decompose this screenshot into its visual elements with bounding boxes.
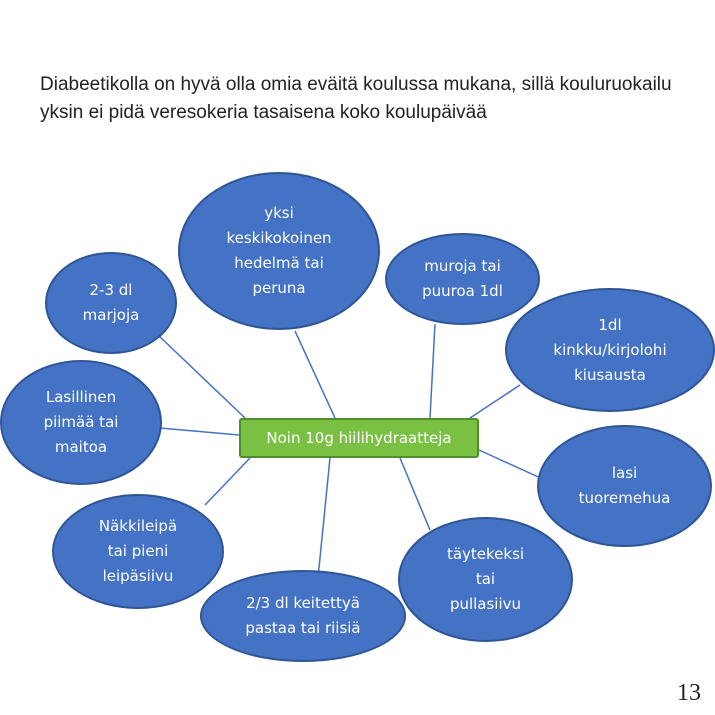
page-number: 13 <box>677 680 701 706</box>
connector-biscuit <box>400 458 430 530</box>
connector-casserole <box>470 385 520 418</box>
connector-fruit <box>295 331 335 418</box>
bubble-pasta-rice: 2/3 dl keitettyä pastaa tai riisiä <box>200 570 406 662</box>
bubble-crispbread: Näkkileipä tai pieni leipäsiivu <box>52 494 224 609</box>
bubble-fruit-potato: yksi keskikokoinen hedelmä tai peruna <box>178 172 380 330</box>
connector-berries <box>158 335 245 418</box>
connector-juice <box>479 450 545 480</box>
bubble-buttermilk-milk: Lasillinen piimää tai maitoa <box>0 360 162 485</box>
bubble-berries: 2-3 dl marjoja <box>45 252 177 354</box>
bubble-casserole: 1dl kinkku/kirjolohi kiusausta <box>505 288 715 412</box>
bubble-biscuit-bun: täytekeksi tai pullasiivu <box>398 517 573 642</box>
bubble-juice: lasi tuoremehua <box>537 425 712 547</box>
connector-milk <box>160 428 239 435</box>
connector-cereal <box>430 324 435 418</box>
connector-pasta <box>318 458 330 578</box>
bubble-cereal-porridge: muroja tai puuroa 1dl <box>385 233 540 325</box>
center-node: Noin 10g hiilihydraatteja <box>239 418 479 458</box>
intro-text: Diabeetikolla on hyvä olla omia eväitä koulussa mukana, sillä kouluruokailu yksin ei pidä veresokeria tasaisena koko koulupäivää <box>40 74 672 123</box>
connector-crispbread <box>205 458 250 505</box>
